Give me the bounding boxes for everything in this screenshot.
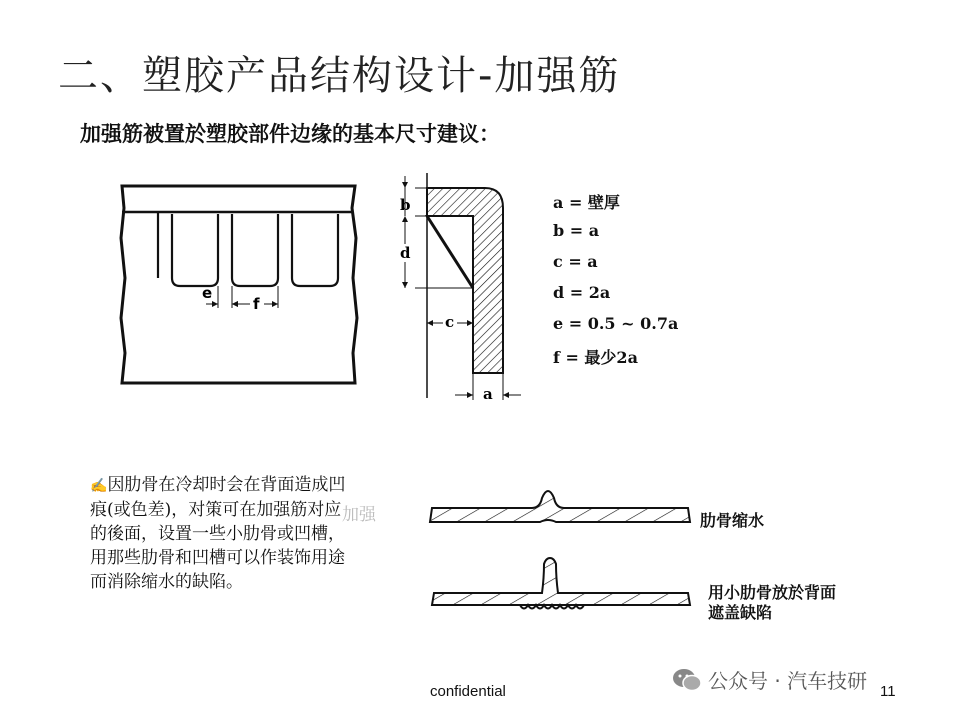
watermark bbox=[672, 665, 867, 694]
formula-item: e = 0.5 ~ 0.7a bbox=[553, 314, 679, 333]
note-text: 因肋骨在冷却时会在背面造成凹痕(或色差)，对策可在加强筋对应的後面，设置一些小肋骨或凹槽，用那些肋骨和凹槽可以作装饰用途而消除缩水的缺陷。 bbox=[90, 475, 346, 592]
rib-section-diagram bbox=[395, 168, 525, 403]
pen-icon: ✍ bbox=[90, 478, 108, 494]
label-small-rib-line1: 用小肋骨放於背面 bbox=[708, 583, 837, 602]
page-number: 11 bbox=[880, 683, 896, 700]
label-small-rib-line2: 遮盖缺陷 bbox=[708, 603, 773, 622]
formula-item: f = 最少2a bbox=[553, 348, 638, 367]
footer-confidential: confidential bbox=[430, 683, 506, 700]
formula-item: b = a bbox=[553, 221, 600, 240]
label-e: e bbox=[202, 284, 213, 302]
page-title: 二、塑胶产品结构设计-加强筋 bbox=[58, 53, 621, 99]
label-d: d bbox=[400, 244, 411, 262]
label-b: b bbox=[400, 196, 411, 214]
rib-edge-diagram bbox=[110, 178, 370, 393]
label-rib-shrink: 肋骨缩水 bbox=[700, 511, 765, 530]
formula-item: d = 2a bbox=[553, 283, 611, 302]
formula-item: a = 壁厚 bbox=[553, 193, 620, 212]
formula-item: c = a bbox=[553, 252, 598, 271]
label-c: c bbox=[445, 313, 455, 331]
rib-shrink-diagram bbox=[420, 478, 700, 618]
ghost-text: 加强 bbox=[342, 505, 376, 525]
label-f: f bbox=[253, 295, 260, 313]
label-a: a bbox=[483, 385, 493, 403]
formula-list bbox=[553, 190, 678, 376]
watermark-text: 公众号 · 汽车技研 bbox=[708, 669, 868, 693]
wechat-icon bbox=[672, 668, 702, 692]
note-paragraph bbox=[90, 473, 358, 594]
page-subtitle: 加强筋被置於塑胶部件边缘的基本尺寸建议： bbox=[80, 122, 500, 146]
